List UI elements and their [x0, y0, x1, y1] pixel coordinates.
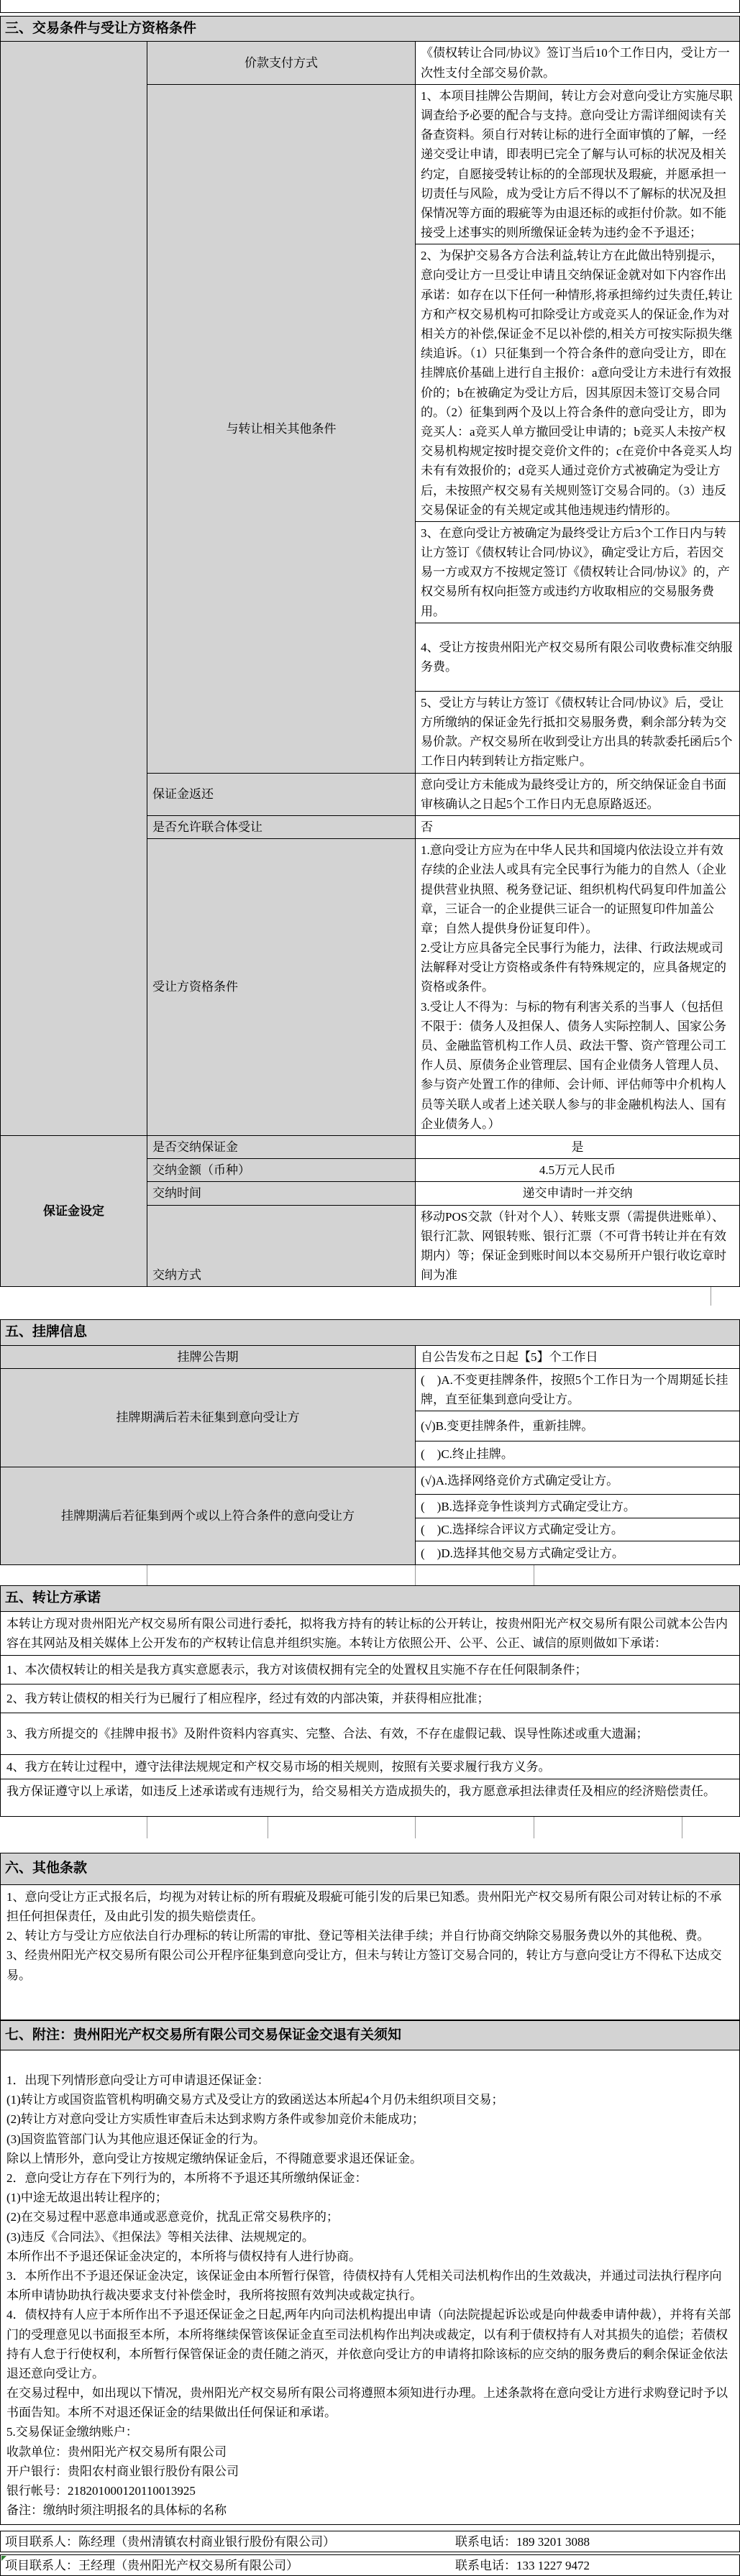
- no-transferee-label: 挂牌期满后若未征集到意向受让方: [1, 1369, 416, 1467]
- other-condition-item: 4、受让方按贵州阳光产权交易所有限公司收费标准交纳服务费。: [416, 623, 740, 692]
- spacer-row: [0, 1287, 740, 1319]
- deposit-time-label: 交纳时间: [147, 1182, 416, 1205]
- other-condition-item: 3、在意向受让方被确定为最终受让方后3个工作日内与转让方签订《债权转让合同/协议》，确定受让方后，若因交易一方或双方不按规定签订《债权转让合同/协议》的，产权交易所有权向拒签方或违约方收取相应的交易服务费用。: [416, 522, 740, 623]
- gridline-stub: [415, 1817, 416, 1838]
- section7-title: 七、附注：贵州阳光产权交易所有限公司交易保证金交退有关须知: [5, 2027, 402, 2043]
- deposit-payway-value: 移动POS交款（针对个人）、转账支票（需提供进账单）、银行汇款、网银转账、银行汇票（不可背书转让并在有效期内）等；保证金到账时间以本交易所开户银行收讫章时间为准: [416, 1206, 740, 1288]
- payment-method-value: 《债权转让合同/协议》签订当后10个工作日内，受让方一次性支付全部交易价款。: [416, 42, 740, 84]
- announce-period-label: 挂牌公告期: [1, 1346, 416, 1369]
- other-terms-item: 1、意向受让方正式报名后，均视为对转让标的所有瑕疵及瑕疵可能引发的后果已知悉。贵州阳光产权交易所有限公司对转让标的不承担任何担保责任，及由此引发的损失赔偿责任。: [6, 1889, 722, 1923]
- deposit-required-value: 是: [416, 1136, 740, 1159]
- top-partial-row: [0, 0, 740, 13]
- contact-name: 项目联系人：王经理（贵州阳光产权交易所有限公司）: [5, 2558, 298, 2572]
- section3-header: [0, 16, 740, 42]
- deposit-time-value: 递交申请时一并交纳: [416, 1182, 740, 1205]
- commitment-item: 2、我方转让债权的相关行为已履行了相应程序，经过有效的内部决策，并获得相应批准；: [0, 1685, 740, 1713]
- other-terms-item: 3、经贵州阳光产权交易所有限公司公开程序征集到意向受让方，但未与转让方签订交易合同的，转让方与意向受让方不得私下达成交易。: [6, 1948, 722, 1982]
- commitment-pledge: 我方保证遵守以上承诺，如违反上述承诺或有违规行为，给交易相关方造成损失的，我方愿意承担法律责任及相应的经济赔偿责任。: [0, 1779, 740, 1817]
- commitment-intro: 本转让方现对贵州阳光产权交易所有限公司进行委托，拟将我方持有的转让标的公开转让，按贵州阳光产权交易所有限公司就本公告内容在其网站及相关媒体上公开发布的产权转让信息并组织实施。本转让方依照公开、公平、公正、诚信的原则做如下承诺：: [0, 1612, 740, 1656]
- spacer-row: [0, 1565, 740, 1585]
- contact-row: [0, 2554, 740, 2576]
- spacer-row: [0, 1817, 740, 1853]
- transferor-commitment-block: [0, 1612, 740, 1818]
- qualification-label: 受让方资格条件: [147, 839, 416, 1136]
- section5a-header: [0, 1319, 740, 1345]
- deposit-refund-value: 意向受让方未能成为最终受让方的，所交纳保证金自书面审核确认之日起5个工作日内无息原路返还。: [416, 774, 740, 816]
- deposit-payway-label: 交纳方式: [147, 1206, 416, 1288]
- cell-flag-triangle-icon: [1, 2556, 6, 2561]
- commitment-item: 3、我方所提交的《挂牌申报书》及附件资料内容真实、完整、合法、有效，不存在虚假记载、误导性陈述或重大遗漏；: [0, 1713, 740, 1755]
- no-transferee-option: ( )A.不变更挂牌条件，按照5个工作日为一个周期延长挂牌，直至征集到意向受让方。: [416, 1369, 740, 1411]
- other-condition-item: 1、本项目挂牌公告期间，转让方会对意向受让方实施尽职调查给予必要的配合与支持。意向受让方需详细阅读有关备查资料。须自行对转让标的进行全面审慎的了解，一经递交受让申请，即表明已完全了解与认可标的状况及相关约定，自愿接受转让标的的全部现状及瑕疵，并愿承担一切责任与风险，成为受让方后不得以不了解标的状况及担保情况等方面的瑕疵等为由退还标的或拒付价款。如不能接受上述事实的则所缴保证金转为违约金不予退还；: [416, 85, 740, 245]
- other-condition-item: 2、为保护交易各方合法利益,转让方在此做出特别提示，意向受让方一旦受让申请且交纳保证金就对如下内容作出承诺：如存在以下任何一种情形,将承担缔约过失责任,转让方和产权交易机构可扣除受让方或竞买人的保证金,作为对相关方的补偿,保证金不足以补偿的,相关方可按实际损失继续追诉。（1）只征集到一个符合条件的意向受让方，即在挂牌底价基础上进行自主报价：a意向受让方未进行有效报价的；b在被确定为受让方后，因其原因未签订交易合同的。（2）征集到两个及以上符合条件的意向受让方，即为竞买人：a竞买人单方撤回受让申请的；b竞买人未按产权交易机构规定按时提交竞价文件的；c在竞价中各竞买人均未有有效报价的；d竞买人通过竞价方式被确定为受让方后，未按照产权交易有关规则签订交易合同的。（3）违反交易保证金的有关规定或其他违规违约情形的。: [416, 244, 740, 522]
- section3-title: 三、交易条件与受让方资格条件: [5, 21, 197, 36]
- contact-phone: 联系电话：133 1227 9472: [455, 2558, 590, 2572]
- section5b-header: [0, 1585, 740, 1611]
- other-terms-block: [0, 1885, 740, 2020]
- commitment-item: 1、本次债权转让的相关是我方真实意愿表示，我方对该债权拥有完全的处置权且实施不存在任何限制条件；: [0, 1656, 740, 1685]
- joint-transferee-label: 是否允许联合体受让: [147, 816, 416, 839]
- section5b-title: 五、转让方承诺: [5, 1590, 101, 1606]
- announce-period-value: 自公告发布之日起【5】个工作日: [416, 1346, 740, 1369]
- gridline-stub: [415, 1565, 416, 1585]
- contact-phone: 联系电话：189 3201 3088: [455, 2534, 590, 2549]
- spacer-row: [0, 2525, 740, 2531]
- other-terms-item: 2、转让方与受让方应依法自行办理标的转让所需的审批、登记等相关法律手续；并自行协商交纳除交易服务费以外的其他税、费。: [6, 1929, 710, 1943]
- other-conditions-label: 与转让相关其他条件: [147, 85, 416, 774]
- section6-title: 六、其他条款: [5, 1861, 88, 1876]
- deposit-group-label: 保证金设定: [1, 1136, 147, 1287]
- section6-header: [0, 1853, 740, 1884]
- joint-transferee-value: 否: [416, 816, 740, 839]
- multi-transferee-option: ( )D.选择其他交易方式确定受让方。: [416, 1541, 740, 1565]
- contact-name: 项目联系人：陈经理（贵州清镇农村商业银行股份有限公司）: [5, 2534, 335, 2549]
- deposit-amount-value: 4.5万元人民币: [416, 1159, 740, 1182]
- no-transferee-option: (√)B.变更挂牌条件，重新挂牌。: [416, 1411, 740, 1441]
- qualification-value: 1.意向受让方应为在中华人民共和国境内依法设立并有效存续的企业法人或具有完全民事行为能力的自然人（企业提供营业执照、税务登记证、组织机构代码复印件加盖公章，三证合一的企业提供三证合一的证照复印件加盖公章；自然人提供身份证复印件）。 2.受让方应具备完全民事行为能力，法律、行政法规或司法解释对受让方资格或条件有特殊规定的，应具备规定的资格或条件。 3.受让人不得为：与标的物有利害关系的当事人（包括但不限于：债务人及担保人、债务人实际控制人、国家公务员、金融监管机构工作人员、政法干警、资产管理公司工作人员、原债务企业管理层、国有企业债务人管理人员、参与资产处置工作的律师、会计师、评估师等中介机构人员等关联人或者上述关联人参与的非金融机构法人、国有企业债务人。）: [416, 839, 740, 1136]
- deposit-amount-label: 交纳金额（币种）: [147, 1159, 416, 1182]
- contact-row: [0, 2531, 740, 2552]
- section3-left-merged-empty-cell: [1, 42, 147, 1136]
- multi-transferee-label: 挂牌期满后若征集到两个或以上符合条件的意向受让方: [1, 1467, 416, 1565]
- multi-transferee-option: ( )C.选择综合评议方式确定受让方。: [416, 1518, 740, 1541]
- listing-info-table: [0, 1346, 740, 1566]
- other-condition-item: 5、受让方与转让方签订《债权转让合同/协议》后，受让方所缴纳的保证金先行抵扣交易服务费，剩余部分转为交易价款。产权交易所在收到受让方出具的转款委托函后5个工作日内转到转让方指定账户。: [416, 692, 740, 774]
- no-transferee-option: ( )C.终止挂牌。: [416, 1441, 740, 1467]
- section7-header: [0, 2020, 740, 2050]
- payment-method-label: 价款支付方式: [147, 42, 416, 84]
- deposit-notice-body: 1．出现下列情形意向受让方可申请退还保证金： (1)转让方或国资监管机构明确交易方式及受让方的致函送达本所起4个月仍未组织项目交易； (2)转让方对意向受让方实质性审查后未达到求购方条件或参加竞价未能成功； (3)国资监管部门认为其他应退还保证金的行为。 除以上情形外，意向受让方按规定缴纳保证金后，不得随意要求退还保证金。 2．意向受让方存在下列行为的，本所将不予退还其所缴纳保证金： (1)中途无故退出转让程序的； (2)在交易过程中恶意串通或恶意竞价，扰乱正常交易秩序的； (3)违反《合同法》、《担保法》等相关法律、法规规定的。 本所作出不予退还保证金决定的，本所将与债权持有人进行协商。 3．本所作出不予退还保证金决定，该保证金由本所暂行保管，待债权持有人凭相关司法机构作出的生效裁决，并通过司法执行程序向本所申请协助执行裁决要求支付补偿金时，我所将按照有效判决或裁定执行。 4．债权持有人应于本所作出不予退还保证金之日起,两年内向司法机构提出申请（向法院提起诉讼或是向仲裁委申请仲裁），并将有关部门的受理意见以书面报至本所，本所将继续保管该保证金直至司法机构作出判决或裁定，以有利于债权持有人对其损失的追偿；若债权持有人怠于行使权利，本所暂行保管保证金的责任随之消灭，并依意向受让方的申请将扣除该标的应交纳的服务费后的剩余保证金依法退还意向受让方。 在交易过程中，如出现以下情况，贵州阳光产权交易所有限公司将遵照本须知进行办理。上述条款将在意向受让方进行求购登记时予以书面告知。本所不对退还保证金的结果做出任何保证和承诺。 5.交易保证金缴纳账户： 收款单位：贵州阳光产权交易所有限公司 开户银行：贵阳农村商业银行股份有限公司 银行帐号：218201000120110013925 备注：缴纳时须注明报名的具体标的名称: [0, 2050, 740, 2525]
- deposit-refund-label: 保证金返还: [147, 774, 416, 816]
- multi-transferee-option: ( )B.选择竞争性谈判方式确定受让方。: [416, 1495, 740, 1518]
- commitment-item: 4、我方在转让过程中，遵守法律法规规定和产权交易市场的相关规则，按照有关要求履行我方义务。: [0, 1755, 740, 1779]
- multi-transferee-option: (√)A.选择网络竞价方式确定受让方。: [416, 1467, 740, 1495]
- section5a-title: 五、挂牌信息: [5, 1324, 88, 1340]
- section3-table: [0, 42, 740, 1287]
- deposit-required-label: 是否交纳保证金: [147, 1136, 416, 1159]
